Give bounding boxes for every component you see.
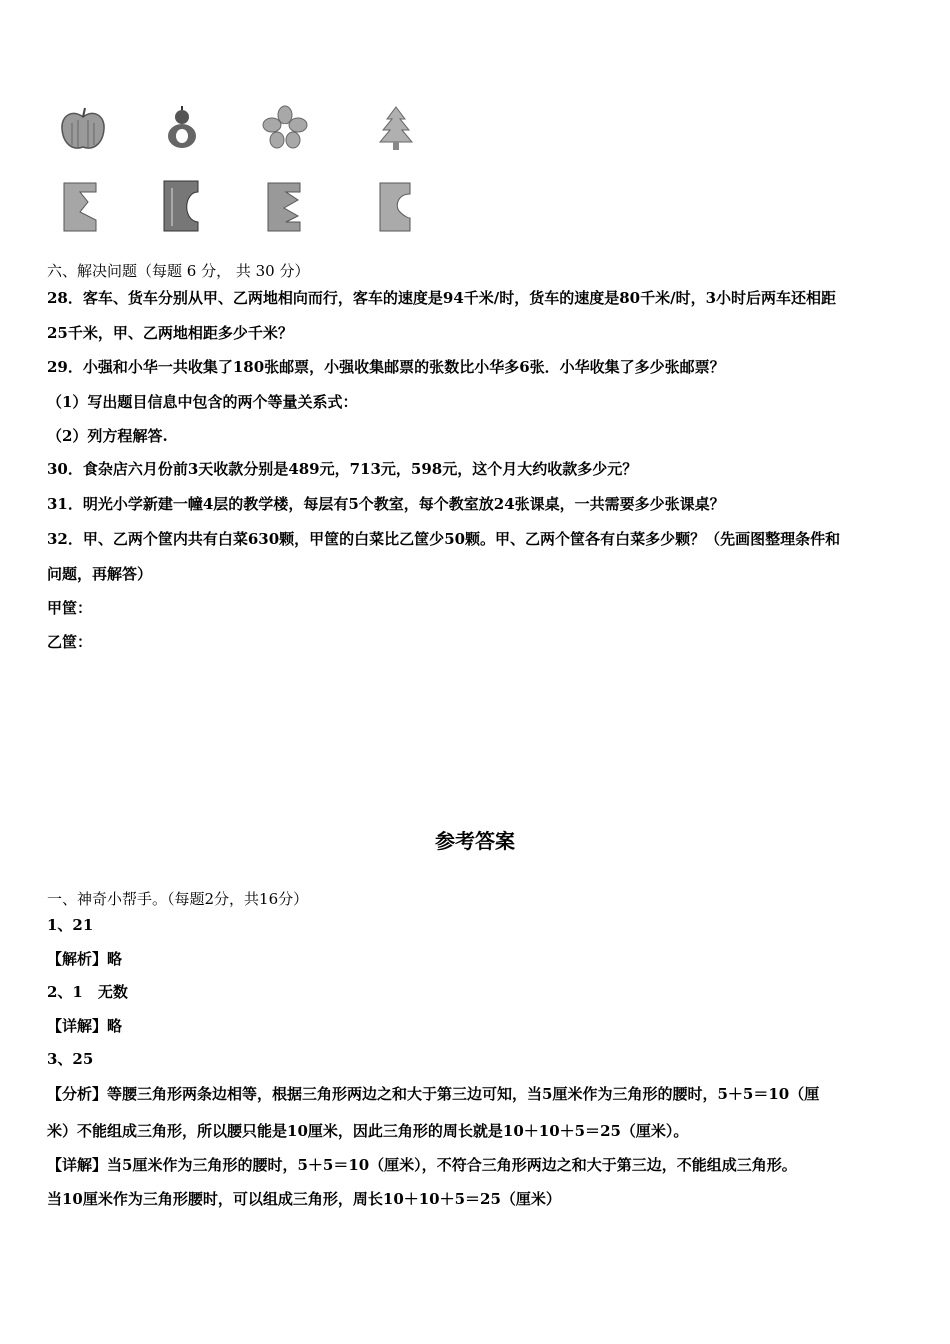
- question-30: 30．食杂店六月份前3天收款分别是489元，713元，598元，这个月大约收款多少元？: [47, 460, 638, 478]
- answer-1: 1、21: [47, 916, 94, 934]
- gourd-icon: [162, 102, 202, 152]
- question-29-sub2: （2）列方程解答.: [47, 427, 168, 445]
- question-28-line2: 25千米，甲、乙两地相距多少千米？: [47, 324, 293, 342]
- question-32-line2: 问题，再解答）: [47, 565, 153, 583]
- section-heading: 六、解决问题（每题 6 分， 共 30 分）: [47, 262, 310, 280]
- answer-2-note: 【详解】略: [47, 1017, 123, 1035]
- question-29: 29．小强和小华一共收集了180张邮票，小强收集邮票的张数比小华多6张．小华收集了多少张邮票？: [47, 358, 725, 376]
- pine-tree-icon: [376, 104, 416, 152]
- cutout-c-icon: [264, 180, 304, 234]
- answers-section1-heading: 一、神奇小帮手。（每题2分，共16分）: [47, 890, 309, 908]
- question-29-sub1: （1）写出题目信息中包含的两个等量关系式：: [47, 393, 358, 411]
- answer-2: 2、1 无数: [47, 983, 128, 1001]
- question-28-line1: 28．客车、货车分别从甲、乙两地相向而行，客车的速度是94千米/时，货车的速度是80千米/时，3小时后两车还相距: [47, 289, 837, 307]
- cutout-d-icon: [376, 180, 416, 234]
- answer-3-detail-line1: 【详解】当5厘米作为三角形的腰时，5＋5＝10（厘米），不符合三角形两边之和大于第三边，不能组成三角形。: [47, 1156, 797, 1174]
- answer-1-note: 【解析】略: [47, 950, 123, 968]
- answer-3: 3、25: [47, 1050, 94, 1068]
- question-32-line1: 32．甲、乙两个筐内共有白菜630颗，甲筐的白菜比乙筐少50颗。甲、乙两个筐各有白菜多少颗？（先画图整理条件和: [47, 530, 841, 548]
- answer-3-detail-line2: 当10厘米作为三角形腰时，可以组成三角形，周长10＋10＋5＝25（厘米）: [47, 1190, 561, 1208]
- apple-icon: [58, 105, 108, 153]
- cutout-a-icon: [60, 180, 100, 234]
- answers-title: 参考答案: [435, 829, 515, 853]
- cutout-b-icon: [160, 178, 202, 234]
- answer-label-yi: 乙筐：: [47, 633, 93, 651]
- answer-3-analysis-line1: 【分析】等腰三角形两条边相等，根据三角形两边之和大于第三边可知，当5厘米作为三角形的腰时，5＋5＝10（厘: [47, 1085, 820, 1103]
- flower-icon: [262, 105, 308, 151]
- answer-label-jia: 甲筐：: [47, 599, 93, 617]
- answer-3-analysis-line2: 米）不能组成三角形，所以腰只能是10厘米，因此三角形的周长就是10＋10＋5＝25（厘米）。: [47, 1122, 689, 1140]
- question-31: 31．明光小学新建一幢4层的教学楼，每层有5个教室，每个教室放24张课桌，一共需要多少张课桌？: [47, 495, 725, 513]
